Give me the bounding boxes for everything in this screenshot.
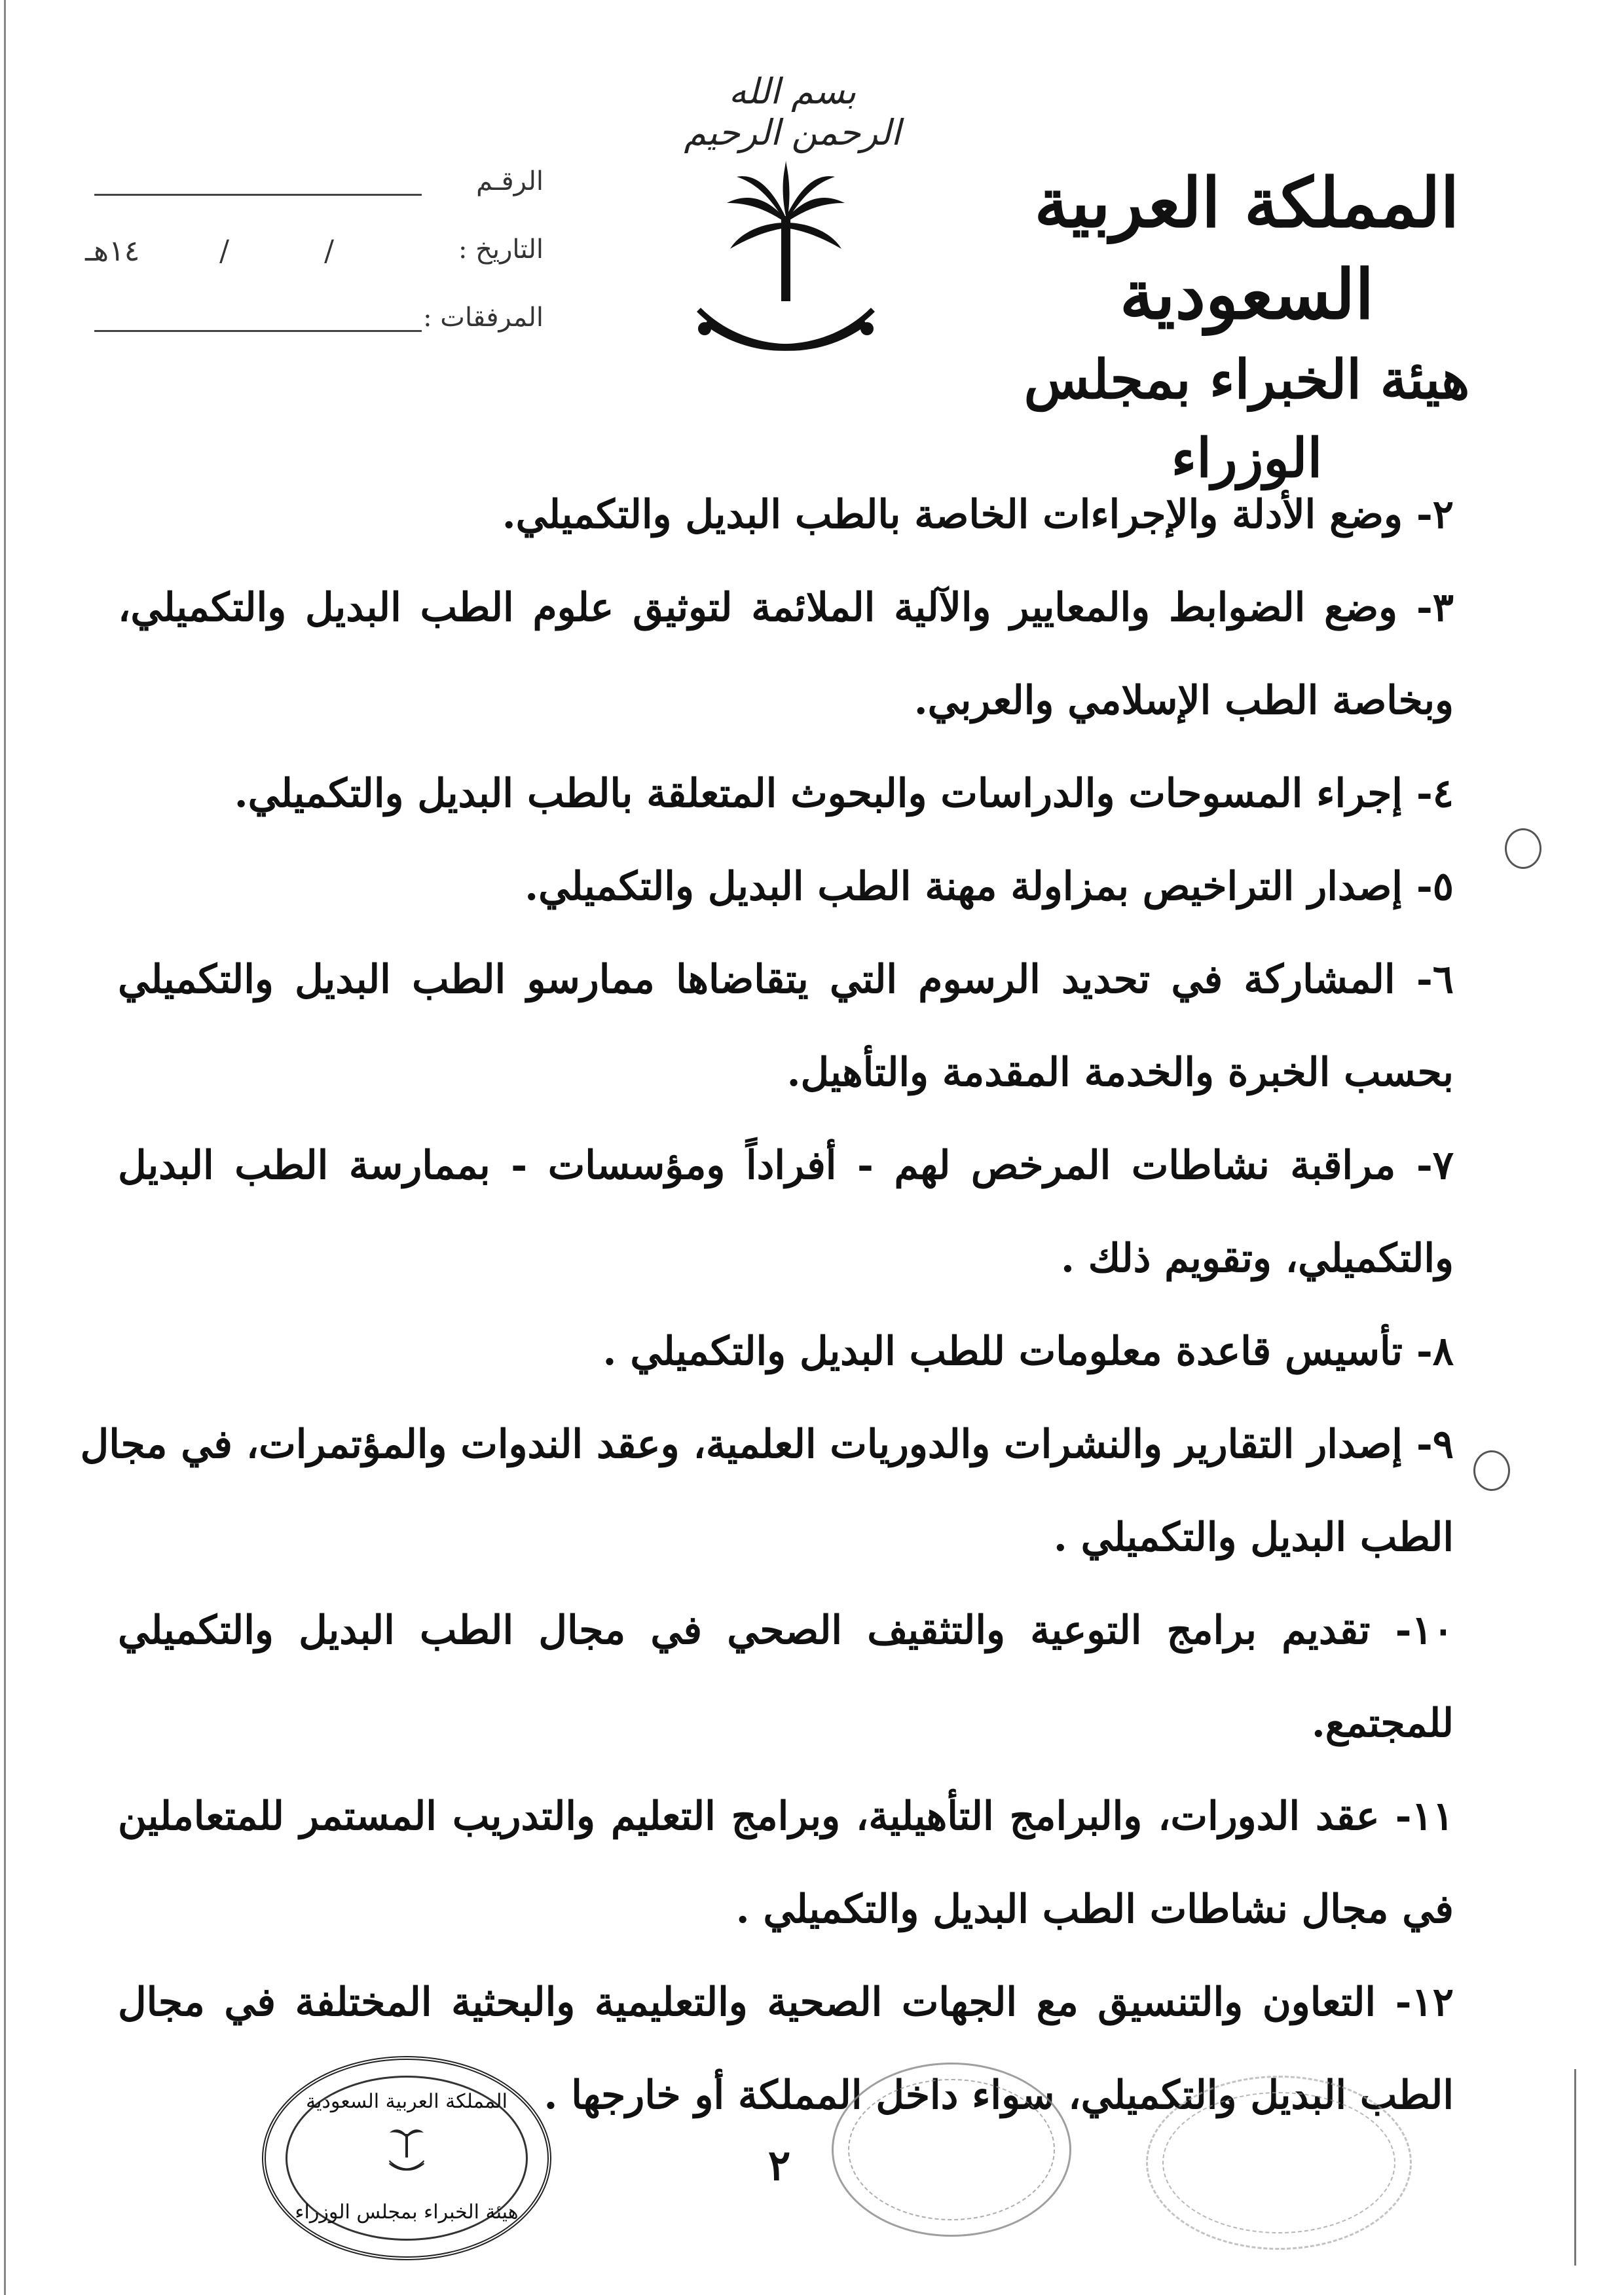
reference-block bbox=[85, 157, 544, 361]
body-line: ٩- إصدار التقارير والنشرات والدوريات العلمية، وعقد الندوات والمؤتمرات، في مجال bbox=[80, 1422, 1454, 1467]
attachments-label: المرفقات : bbox=[423, 303, 544, 333]
body-line: الطب البديل والتكميلي، سواء داخل المملكة أو خارجها . bbox=[544, 2072, 1454, 2118]
body-line: الطب البديل والتكميلي . bbox=[1053, 1515, 1454, 1560]
letterhead bbox=[998, 157, 1496, 498]
seal-top-text: المملكة العربية السعودية bbox=[306, 2090, 507, 2113]
reference-number-row bbox=[85, 157, 544, 225]
stamp-inner-ring bbox=[848, 2079, 1055, 2220]
body-line: ١١- عقد الدورات، والبرامج التأهيلية، وبرامج التعليم والتدريب المستمر للمتعاملين bbox=[118, 1793, 1454, 1839]
palm-swords-emblem-icon bbox=[688, 157, 884, 380]
stamp-inner-ring bbox=[1162, 2092, 1395, 2233]
scan-edge-line bbox=[4, 0, 6, 2295]
body-line: ١٠- تقديم برامج التوعية والتثقيف الصحي في مجال الطب البديل والتكميلي bbox=[118, 1607, 1454, 1653]
basmala: بسم الله الرحمن الرحيم bbox=[684, 71, 901, 153]
body-line: ٧- مراقبة نشاطات المرخص لهم - أفراداً ومؤسسات - بممارسة الطب البديل bbox=[118, 1143, 1454, 1188]
margin-line bbox=[1574, 2069, 1576, 2266]
seal-bottom-text: هيئة الخبراء بمجلس الوزراء bbox=[295, 2201, 519, 2224]
punch-hole-mark-icon bbox=[1473, 1450, 1510, 1491]
attachments-line bbox=[94, 330, 422, 332]
body-line: ٦- المشاركة في تحديد الرسوم التي يتقاضاها ممارسو الطب البديل والتكميلي bbox=[118, 957, 1454, 1002]
reference-number-label: الرقـم bbox=[476, 166, 544, 196]
body-line: ٨- تأسيس قاعدة معلومات للطب البديل والتكميلي . bbox=[602, 1329, 1454, 1374]
faded-stamp bbox=[832, 2063, 1071, 2237]
body-line: في مجال نشاطات الطب البديل والتكميلي . bbox=[735, 1886, 1454, 1932]
body-line: للمجتمع. bbox=[1311, 1700, 1454, 1746]
hijri-year-suffix: ١٤هـ bbox=[85, 234, 140, 268]
seal-emblem-icon bbox=[387, 2122, 426, 2175]
body-line: ٢- وضع الأدلة والإجراءات الخاصة بالطب البديل والتكميلي. bbox=[502, 492, 1454, 538]
kingdom-name: المملكة العربية السعودية bbox=[1034, 162, 1460, 335]
date-label: التاريخ : bbox=[458, 234, 544, 265]
body-line: بحسب الخبرة والخدمة المقدمة والتأهيل. bbox=[786, 1050, 1454, 1095]
body-line: ٤- إجراء المسوحات والدراسات والبحوث المتعلقة بالطب البديل والتكميلي. bbox=[234, 771, 1454, 817]
date-slash: / bbox=[324, 234, 334, 268]
page-number: ٢ bbox=[767, 2141, 791, 2190]
punch-hole-mark-icon bbox=[1505, 828, 1541, 869]
date-row bbox=[85, 225, 544, 293]
body-line: ٣- وضع الضوابط والمعايير والآلية الملائمة لتوثيق علوم الطب البديل والتكميلي، bbox=[118, 585, 1454, 631]
body-line: وبخاصة الطب الإسلامي والعربي. bbox=[913, 678, 1454, 724]
agency-name: هيئة الخبراء بمجلس الوزراء bbox=[1024, 348, 1470, 490]
reference-number-line bbox=[94, 194, 422, 196]
attachments-row bbox=[85, 293, 544, 361]
faded-stamp bbox=[1146, 2076, 1412, 2250]
document-body bbox=[80, 468, 1454, 2142]
date-slash: / bbox=[219, 234, 229, 268]
body-line: والتكميلي، وتقويم ذلك . bbox=[1061, 1236, 1454, 1281]
official-seal-stamp bbox=[262, 2056, 551, 2260]
body-line: ٥- إصدار التراخيص بمزاولة مهنة الطب البديل والتكميلي. bbox=[525, 864, 1454, 909]
body-line: ١٢- التعاون والتنسيق مع الجهات الصحية والتعليمية والبحثية المختلفة في مجال bbox=[118, 1979, 1454, 2025]
